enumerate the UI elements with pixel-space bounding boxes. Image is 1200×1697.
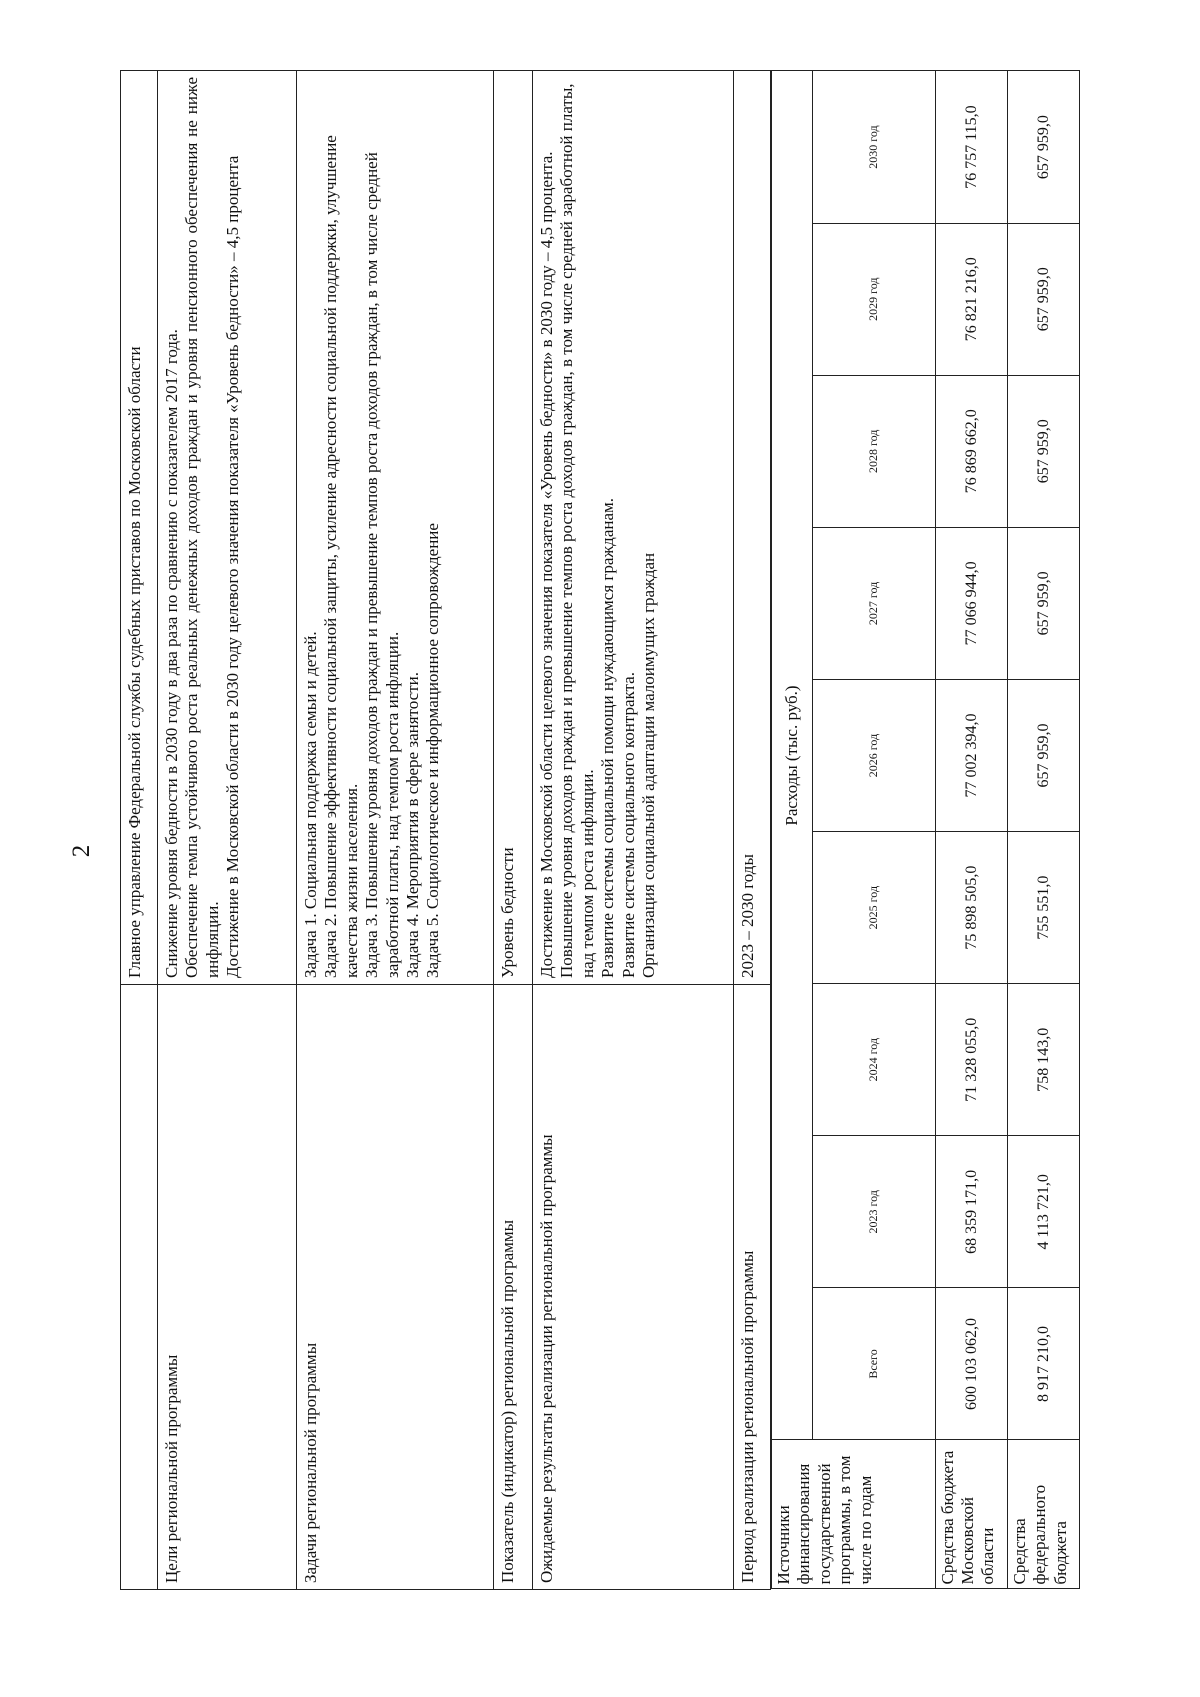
financing-caption-row [772,71,813,1589]
expected-line: Повышение уровня доходов граждан и превышение темпов роста доходов граждан, в том числе средней заработной платы, над темпом роста инфляции. [557,83,597,978]
column-header-year: 2023 год [813,1136,935,1288]
amount-cell: 755 551,0 [1007,832,1079,984]
amount-cell: 657 959,0 [1007,679,1079,831]
amount-cell: 77 066 944,0 [935,527,1007,679]
amount-cell: 76 757 115,0 [935,71,1007,223]
goal-line: Снижение уровня бедности в 2030 году в два раза по сравнению с показателем 2017 года. [162,329,181,978]
task-line: Задача 2. Повышение эффективности социальной защиты, усиление адресности социальной поддержки, улучшение качества жизни населения. [321,135,361,978]
financing-data-row [1007,71,1079,1589]
column-header-year: 2027 год [813,527,935,679]
financing-source-federal: Средства федерального бюджета [1007,1440,1079,1589]
expected-line: Развитие системы социальной помощи нуждающимся гражданам. [598,497,618,978]
indicator-value: Уровень бедности [494,71,533,985]
amount-cell: 657 959,0 [1007,375,1079,527]
expected-line: Развитие системы социального контракта. [618,672,638,978]
task-line: Задача 1. Социальная поддержка семьи и детей. [301,631,320,978]
amount-cell: 657 959,0 [1007,223,1079,375]
amount-cell: 8 917 210,0 [1007,1288,1079,1440]
financing-source-header: Источники финансирования государственной программы, в том числе по годам [772,1440,936,1589]
tasks-label: Задачи региональной программы [297,985,494,1590]
amount-cell: 71 328 055,0 [935,984,1007,1136]
tasks-row [297,71,494,1590]
task-line: Задача 3. Повышение уровня доходов граждан и превышение темпов роста доходов граждан, в том числе средней заработной платы, над темпом роста инфляции. [362,152,402,978]
financing-data-row [935,71,1007,1589]
goal-line: Достижение в Московской области в 2030 году целевого значения показателя «Уровень бедности» – 4,5 процента [223,155,243,978]
header-label-cell [121,985,158,1590]
amount-cell: 75 898 505,0 [935,832,1007,984]
rotated-page-content [120,70,1080,1590]
amount-cell: 758 143,0 [1007,984,1079,1136]
goal-line: Обеспечение темпа устойчивого роста реальных денежных доходов граждан и уровня пенсионного обеспечения не ниже инфляции. [182,77,222,978]
amount-cell: 77 002 394,0 [935,679,1007,831]
financing-table [771,71,1080,1590]
column-header-year: 2025 год [813,832,935,984]
header-row [121,71,158,1590]
expected-line: Организация социальной адаптации малоимущих граждан [638,552,658,978]
task-line: Задача 5. Социологическое и информационное сопровождение [423,523,443,978]
amount-cell: 76 869 662,0 [935,375,1007,527]
tasks-text [297,71,494,985]
expected-results-row [533,71,734,1590]
amount-cell: 657 959,0 [1007,71,1079,223]
period-value: 2023 – 2030 годы [734,71,771,985]
task-line: Задача 4. Мероприятия в сфере занятости. [402,672,422,978]
financing-cell [771,71,1081,1590]
indicator-label: Показатель (индикатор) региональной программы [494,985,533,1590]
page-number: 2 [68,844,95,858]
expected-results-label: Ожидаемые результаты реализации региональной программы [533,985,734,1590]
financing-source-regional: Средства бюджета Московской области [935,1440,1007,1589]
program-passport-table [120,70,1080,1590]
responsible-agency: Главное управление Федеральной службы судебных приставов по Московской области [121,71,158,985]
column-header-year: 2024 год [813,984,935,1136]
indicator-row [494,71,533,1590]
amount-cell: 600 103 062,0 [935,1288,1007,1440]
expected-results-text [533,71,734,985]
period-row [734,71,771,1590]
goals-label: Цели региональной программы [158,985,297,1590]
amount-cell: 4 113 721,0 [1007,1136,1079,1288]
expenses-caption: Расходы (тыс. руб.) [772,71,813,1440]
financing-columns-row [813,71,935,1589]
column-header-year: 2026 год [813,679,935,831]
period-label: Период реализации региональной программы [734,985,771,1590]
column-header-year: 2028 год [813,375,935,527]
expected-line: Достижение в Московской области целевого значения показателя «Уровень бедности» в 2030 году – 4,5 процента. [537,151,556,978]
column-header-total: Всего [813,1288,935,1440]
amount-cell: 76 821 216,0 [935,223,1007,375]
amount-cell: 657 959,0 [1007,527,1079,679]
column-header-year: 2029 год [813,223,935,375]
goals-text [158,71,297,985]
column-header-year: 2030 год [813,71,935,223]
amount-cell: 68 359 171,0 [935,1136,1007,1288]
financing-row [771,71,1081,1590]
goals-row [158,71,297,1590]
